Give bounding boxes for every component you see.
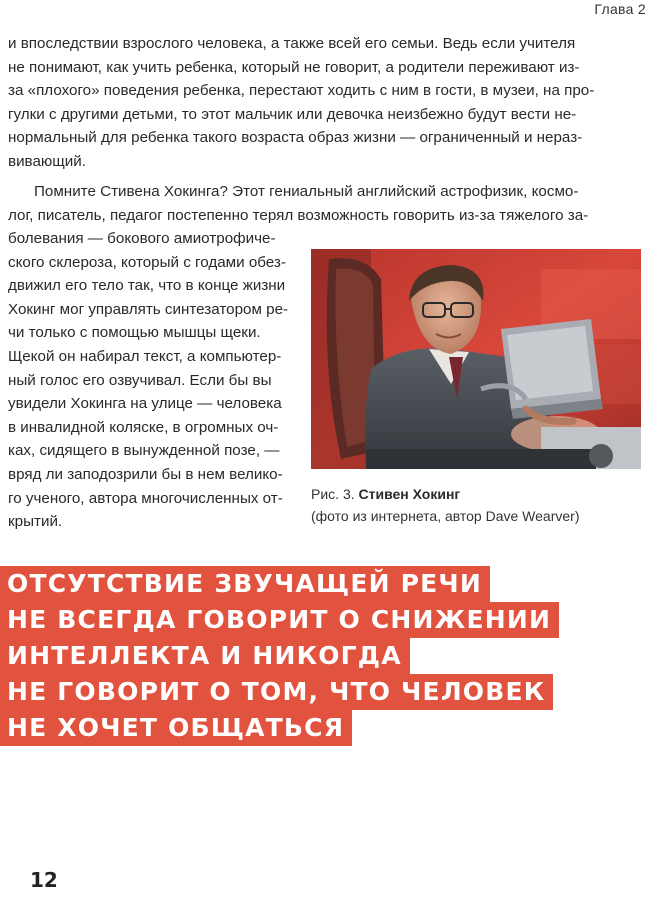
text-line: вряд ли заподозрили бы в нем велико- xyxy=(8,465,283,483)
text-line: лог, писатель, педагог постепенно терял возможность говорить из-за тяжелого за- xyxy=(8,206,589,224)
hawking-photo xyxy=(311,249,641,469)
paragraph-intro xyxy=(8,32,594,174)
figure-label: Рис. 3. xyxy=(311,486,355,502)
text-line: Помните Стивена Хокинга? Этот гениальный английский астрофизик, космо- xyxy=(34,183,579,200)
chapter-header: Глава 2 xyxy=(594,1,646,17)
pull-quote xyxy=(0,566,654,746)
quote-line: НЕ ХОЧЕТ ОБЩАТЬСЯ xyxy=(0,710,352,746)
text-line: нормальный для ребенка такого возраста образ жизни — ограниченный и нераз- xyxy=(8,129,583,147)
photo-illustration xyxy=(311,249,641,469)
figure-credit: (фото из интернета, автор Dave Wearver) xyxy=(311,508,580,524)
quote-line: НЕ ВСЕГДА ГОВОРИТ О СНИЖЕНИИ xyxy=(0,602,559,638)
text-line: ского склероза, который с годами обез- xyxy=(8,253,286,271)
text-line: гулки с другими детьми, то этот мальчик или девочка неизбежно будут вести не- xyxy=(8,105,577,123)
page-number: 12 xyxy=(30,868,58,892)
text-line: го ученого, автора многочисленных от- xyxy=(8,489,283,507)
paragraph-hawking-wrapped xyxy=(8,227,298,534)
text-line: за «плохого» поведения ребенка, перестают ходить с ним в гости, в музеи, на про- xyxy=(8,82,595,100)
text-line: вивающий. xyxy=(8,152,86,170)
figure-title: Стивен Хокинг xyxy=(358,486,461,502)
text-line: не понимают, как учить ребенка, который не говорит, а родители переживают из- xyxy=(8,58,580,76)
figure-caption xyxy=(311,483,641,527)
text-line: увидели Хокинга на улице — человека xyxy=(8,395,282,413)
text-line: ках, сидящего в вынужденной позе, — xyxy=(8,442,280,460)
text-line: ный голос его озвучивал. Если бы вы xyxy=(8,371,272,389)
quote-line: ОТСУТСТВИЕ ЗВУЧАЩЕЙ РЕЧИ xyxy=(0,566,490,602)
text-line: болевания — бокового амиотрофиче- xyxy=(8,230,276,247)
paragraph-hawking-top xyxy=(8,180,594,227)
text-line: крытий. xyxy=(8,513,63,531)
text-line: Хокинг мог управлять синтезатором ре- xyxy=(8,300,289,318)
quote-line: НЕ ГОВОРИТ О ТОМ, ЧТО ЧЕЛОВЕК xyxy=(0,674,553,710)
text-line: в инвалидной коляске, в огромных оч- xyxy=(8,418,279,436)
text-line: Щекой он набирал текст, а компьютер- xyxy=(8,347,282,365)
text-line: и впоследствии взрослого человека, а также всей его семьи. Ведь если учителя xyxy=(8,35,576,52)
text-line: движил его тело так, что в конце жизни xyxy=(8,277,286,295)
quote-line: ИНТЕЛЛЕКТА И НИКОГДА xyxy=(0,638,410,674)
text-line: чи только с помощью мышцы щеки. xyxy=(8,324,261,342)
